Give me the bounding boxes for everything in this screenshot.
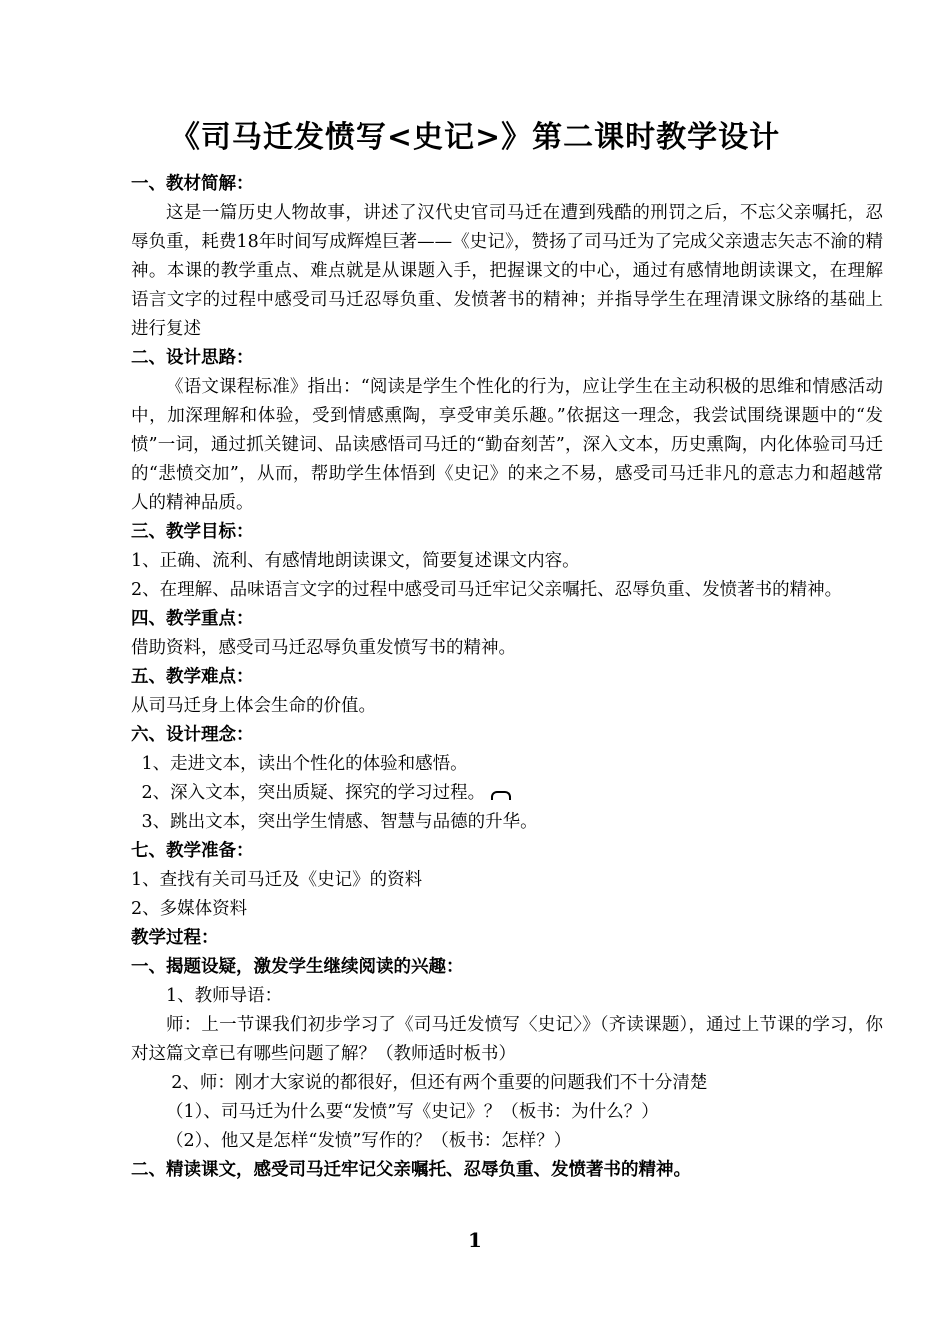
section-heading: 六、设计理念： [131,725,254,745]
section-heading: 二、精读课文，感受司马迁牢记父亲嘱托、忍辱负重、发愤著书的精神。 [131,1160,691,1180]
edit-mark-icon [491,791,511,800]
document-body [131,170,883,1185]
paragraph: 1、教师导语： [166,986,283,1006]
list-item [131,779,883,808]
list-item: 2、多媒体资料 [131,899,248,919]
paragraph: 2、师：刚才大家说的都很好，但还有两个重要的问题我们不十分清楚 [171,1073,708,1093]
list-item: 1、查找有关司马迁及《史记》的资料 [131,870,423,890]
paragraph: 借助资料，感受司马迁忍辱负重发愤写书的精神。 [131,638,516,658]
paragraph: 师：上一节课我们初步学习了《司马迁发愤写〈史记〉》（齐读课题），通过上节课的学习，你对这篇文章已有哪些问题了解？（教师适时板书） [131,1015,883,1064]
paragraph: 《语文课程标准》指出：“阅读是学生个性化的行为，应让学生在主动积极的思维和情感活动中，加深理解和体验，受到情感熏陶，享受审美乐趣。”依据这一理念，我尝试围绕课题中的“发愤”一词，通过抓关键词、品读感悟司马迁的“勤奋刻苦”，深入文本，历史熏陶，内化体验司马迁的“悲愤交加”，从而，帮助学生体悟到《史记》的来之不易，感受司马迁非凡的意志力和超越常人的精神品质。 [131,377,883,513]
paragraph: 这是一篇历史人物故事，讲述了汉代史官司马迁在遭到残酷的刑罚之后，不忘父亲嘱托，忍辱负重，耗费18年时间写成辉煌巨著——《史记》，赞扬了司马迁为了完成父亲遗志矢志不渝的精神。本课的教学重点、难点就是从课题入手，把握课文的中心，通过有感情地朗读课文，在理解语言文字的过程中感受司马迁忍辱负重、发愤著书的精神；并指导学生在理清课文脉络的基础上进行复述 [131,203,883,339]
section-heading: 一、揭题设疑，激发学生继续阅读的兴趣： [131,957,464,977]
paragraph: （2）、他又是怎样“发愤”写作的？（板书：怎样？） [166,1131,572,1151]
document-title: 《司马迁发愤写<史记>》第二课时教学设计 [169,120,781,155]
list-item: 2、在理解、品味语言文字的过程中感受司马迁牢记父亲嘱托、忍辱负重、发愤著书的精神。 [131,580,843,600]
paragraph: （1）、司马迁为什么要“发愤”写《史记》？（板书：为什么？） [166,1102,659,1122]
list-item: 3、跳出文本，突出学生情感、智慧与品德的升华。 [141,812,538,832]
paragraph: 从司马迁身上体会生命的价值。 [131,696,376,716]
section-heading: 七、教学准备： [131,841,254,861]
section-heading: 三、教学目标： [131,522,254,542]
list-item-text: 2、深入文本，突出质疑、探究的学习过程。 [141,783,486,803]
list-item: 1、正确、流利、有感情地朗读课文，简要复述课文内容。 [131,551,580,571]
page-number: 1 [468,1228,482,1252]
list-item: 1、走进文本，读出个性化的体验和感悟。 [141,754,468,774]
section-heading: 五、教学难点： [131,667,254,687]
section-heading: 四、教学重点： [131,609,254,629]
section-heading: 教学过程： [131,928,219,948]
section-heading: 一、教材简解： [131,174,254,194]
section-heading: 二、设计思路： [131,348,254,368]
